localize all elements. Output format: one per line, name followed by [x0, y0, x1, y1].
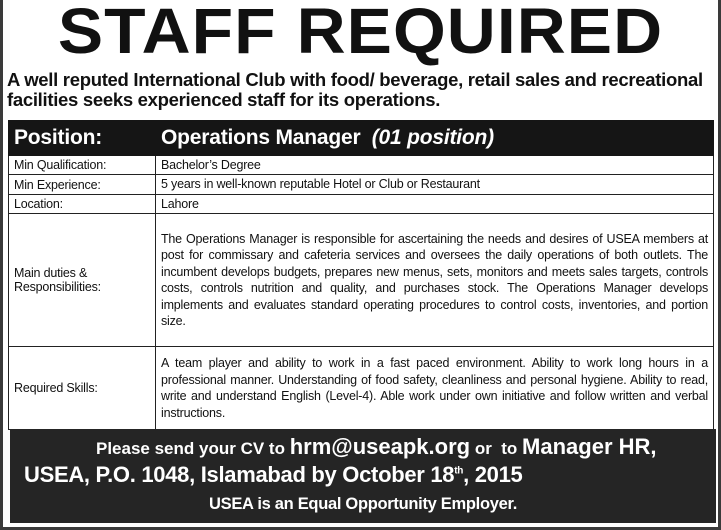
row-value: Bachelor’s Degree	[156, 156, 714, 175]
row-label: Min Qualification:	[9, 156, 156, 175]
address-text: USEA, P.O. 1048, Islamabad by October 18	[24, 462, 455, 487]
table-row	[9, 175, 714, 194]
equal-opportunity-text: USEA is an Equal Opportunity Employer.	[209, 495, 517, 513]
contact-line-2	[24, 462, 522, 488]
row-value: The Operations Manager is responsible for ascertaining the needs and desires of USEA members at post for commissary and cafeteria services and oversees the daily operations of both outlets. The incumbent develops budgets, prepares new menus, sets, monitors and meets sales targets, controls costs, controls nutrition and quality, and purchases stock. The Operations Manager develops implements and evaluates standard operating procedures to control costs, inventories, and portion size.	[156, 214, 714, 347]
contact-line-1	[96, 434, 657, 460]
job-ad	[3, 0, 718, 527]
contact-footer	[10, 429, 716, 523]
intro-text: A well reputed International Club with food/ beverage, retail sales and recreational facilities seeks experienced staff for its operations.	[7, 69, 703, 110]
ad-title: STAFF REQUIRED	[57, 0, 664, 67]
row-label: Location:	[9, 194, 156, 213]
row-value: Lahore	[156, 194, 714, 213]
row-value: 5 years in well-known reputable Hotel or Club or Restaurant	[156, 175, 714, 194]
table-row	[9, 194, 714, 213]
table-row	[9, 156, 714, 175]
position-title: Operations Manager	[161, 126, 361, 149]
position-count: (01 position)	[371, 126, 494, 149]
position-label: Position:	[9, 121, 156, 156]
send-cv-text: Please send your CV to	[96, 439, 285, 458]
job-details-table	[8, 120, 714, 430]
email-link[interactable]: hrm@useapk.org	[289, 434, 471, 459]
manager-text: Manager HR,	[522, 434, 657, 459]
row-label: Min Experience:	[9, 175, 156, 194]
row-label: Required Skills:	[9, 347, 156, 430]
table-row	[9, 347, 714, 430]
position-value	[156, 121, 714, 156]
or-text: or	[474, 439, 492, 458]
table-row	[9, 214, 714, 347]
ordinal: th	[454, 465, 464, 477]
to-text: to	[501, 439, 518, 458]
row-value: A team player and ability to work in a fast paced environment. Ability to work long hours in a professional manner. Understanding of food safety, cleanliness and personal hygiene. Ability to read, write and understand English (Level-4). Able work under own initiative and follow written and verbal instructions.	[156, 347, 714, 430]
year-text: , 2015	[463, 462, 523, 487]
position-row	[9, 121, 714, 156]
row-label: Main duties & Responsibilities:	[9, 214, 156, 347]
